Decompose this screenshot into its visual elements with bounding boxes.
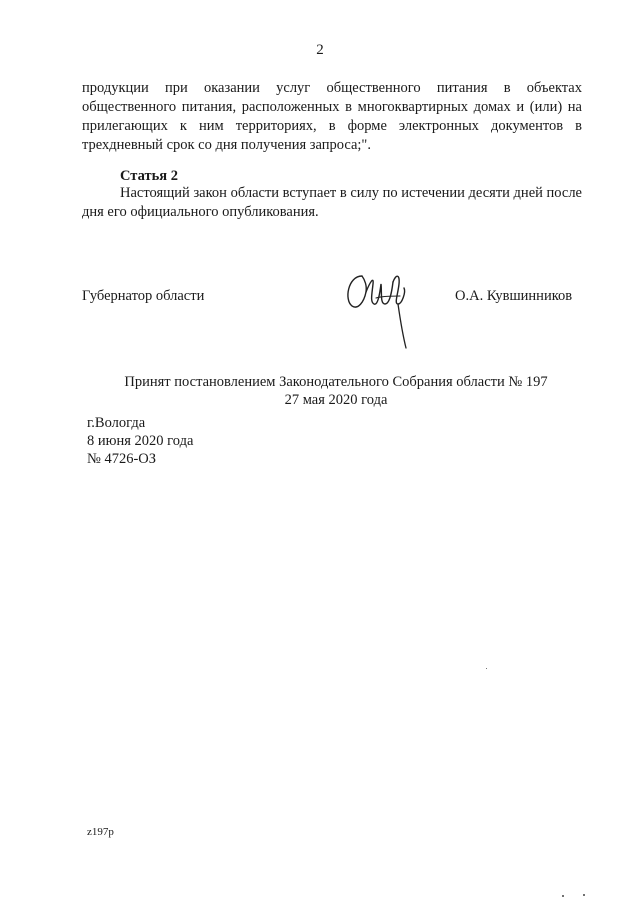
adoption-line-2: 27 мая 2020 года bbox=[284, 392, 388, 408]
signatory-title: Губернатор области bbox=[82, 288, 205, 304]
signature-icon bbox=[340, 262, 420, 352]
footer-code: z197р bbox=[87, 826, 114, 838]
adoption-line-1: Принят постановлением Законодательного Собрания области № 197 bbox=[124, 374, 548, 390]
place-date-block bbox=[87, 414, 193, 468]
city: г.Вологда bbox=[87, 415, 146, 431]
signing-date: 8 июня 2020 года bbox=[87, 433, 194, 449]
adoption-note bbox=[0, 373, 640, 409]
continued-paragraph bbox=[82, 79, 582, 155]
page-number: 2 bbox=[316, 42, 324, 58]
article-text: Настоящий закон области вступает в силу по истечении десяти дней после дня его официального опубликования. bbox=[82, 185, 582, 220]
scan-speck bbox=[486, 668, 487, 669]
law-number: № 4726-ОЗ bbox=[87, 451, 157, 467]
article-paragraph bbox=[82, 184, 582, 222]
scan-speck bbox=[583, 894, 585, 896]
scan-speck bbox=[562, 895, 564, 897]
signatory-name: О.А. Кувшинников bbox=[455, 288, 573, 304]
paragraph-text: продукции при оказании услуг общественного питания в объектах общественного питания, расположенных в многоквартирных домах и (или) на прилегающих к ним территориях, в форме электронных документов в трехдневный срок со дня получения запроса;". bbox=[82, 80, 582, 153]
article-heading: Статья 2 bbox=[120, 168, 178, 184]
